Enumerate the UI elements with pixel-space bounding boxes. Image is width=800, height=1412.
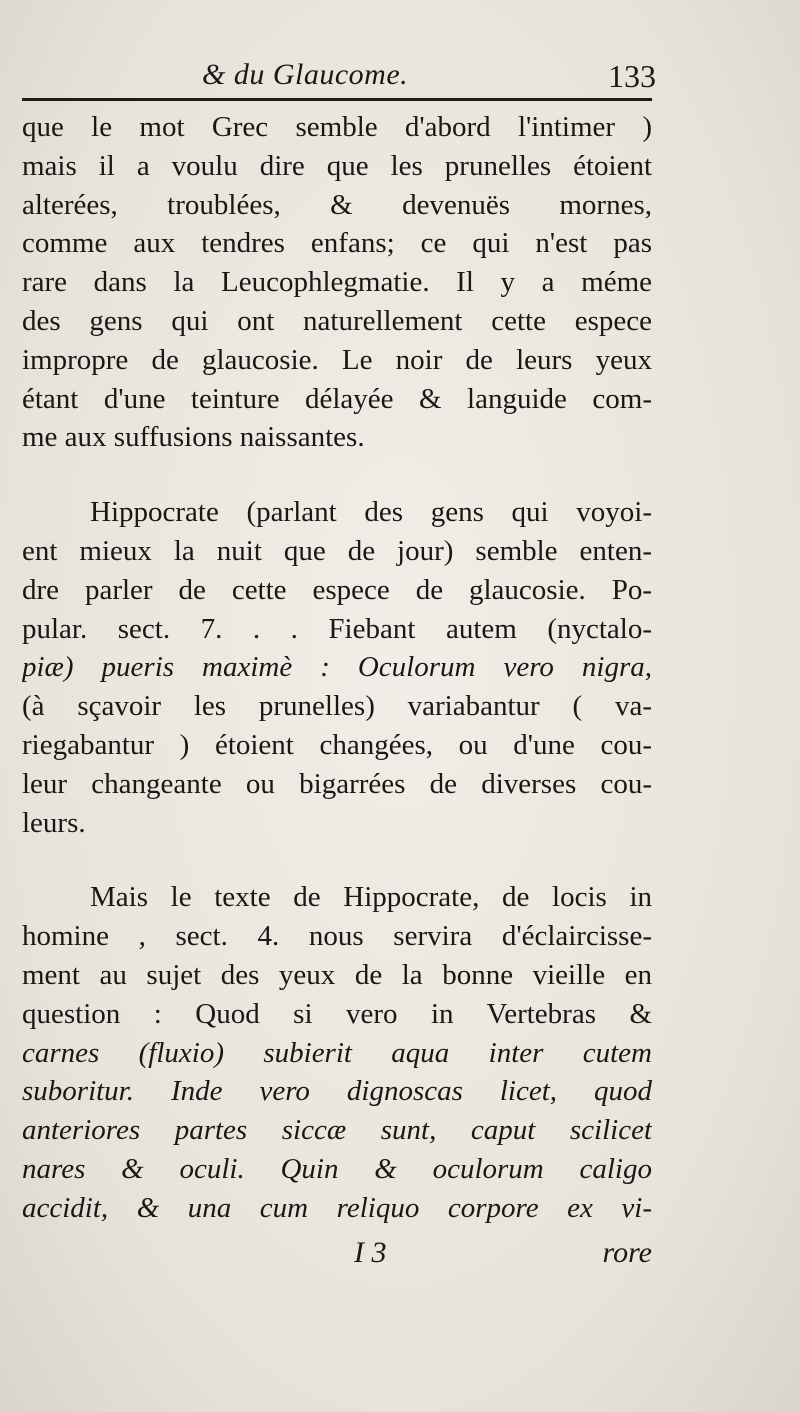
text-line: anteriores partes siccæ sunt, caput scilicet	[22, 1114, 652, 1147]
paragraph-gap	[22, 457, 652, 493]
text-line: étant d'une teinture délayée & languide com-	[22, 382, 652, 415]
text-line: leurs.	[22, 806, 86, 839]
text-line: suboritur. Inde vero dignoscas licet, quod	[22, 1075, 652, 1108]
paragraph-gap	[22, 842, 652, 878]
page-body	[22, 108, 652, 1228]
text-line: ment au sujet des yeux de la bonne vieille en	[22, 958, 652, 991]
text-line: pular. sect. 7. . . Fiebant autem (nyctalo-	[22, 612, 652, 645]
running-title: & du Glaucome.	[202, 58, 409, 91]
text-line: dre parler de cette espece de glaucosie. Po-	[22, 573, 652, 606]
text-line: question : Quod si vero in Vertebras &	[22, 997, 652, 1030]
page-number: 133	[608, 58, 656, 94]
text-line: impropre de glaucosie. Le noir de leurs yeux	[22, 343, 652, 376]
text-line: alterées, troublées, & devenuës mornes,	[22, 188, 652, 221]
text-line: accidit, & una cum reliquo corpore ex vi-	[22, 1191, 652, 1224]
text-line: leur changeante ou bigarrées de diverses cou-	[22, 767, 652, 800]
text-line: piæ) pueris maximè : Oculorum vero nigra,	[22, 651, 652, 684]
text-line: (à sçavoir les prunelles) variabantur ( va-	[22, 690, 652, 723]
text-line: carnes (fluxio) subierit aqua inter cutem	[22, 1036, 652, 1069]
text-line: rare dans la Leucophlegmatie. Il y a méme	[22, 266, 652, 299]
paragraph	[22, 878, 652, 1227]
page-header	[22, 58, 652, 102]
text-line: des gens qui ont naturellement cette espece	[22, 304, 652, 337]
text-line: comme aux tendres enfans; ce qui n'est pas	[22, 227, 652, 260]
signature-mark: I 3	[354, 1236, 387, 1269]
text-line: Hippocrate (parlant des gens qui voyoi-	[90, 496, 652, 529]
text-line: nares & oculi. Quin & oculorum caligo	[22, 1152, 652, 1185]
text-line: homine , sect. 4. nous servira d'éclaircisse-	[22, 920, 652, 953]
paragraph	[22, 493, 652, 842]
page-footer	[22, 1236, 652, 1280]
text-line: me aux suffusions naissantes.	[22, 421, 365, 454]
catchword: rore	[602, 1236, 652, 1269]
text-line: que le mot Grec semble d'abord l'intimer )	[22, 111, 652, 143]
paragraph	[22, 108, 652, 457]
text-line: Mais le texte de Hippocrate, de locis in	[90, 881, 652, 914]
text-line: mais il a voulu dire que les prunelles étoient	[22, 149, 652, 182]
header-rule	[22, 98, 652, 101]
text-line: riegabantur ) étoient changées, ou d'une cou-	[22, 728, 652, 761]
text-line: ent mieux la nuit que de jour) semble enten-	[22, 534, 652, 567]
